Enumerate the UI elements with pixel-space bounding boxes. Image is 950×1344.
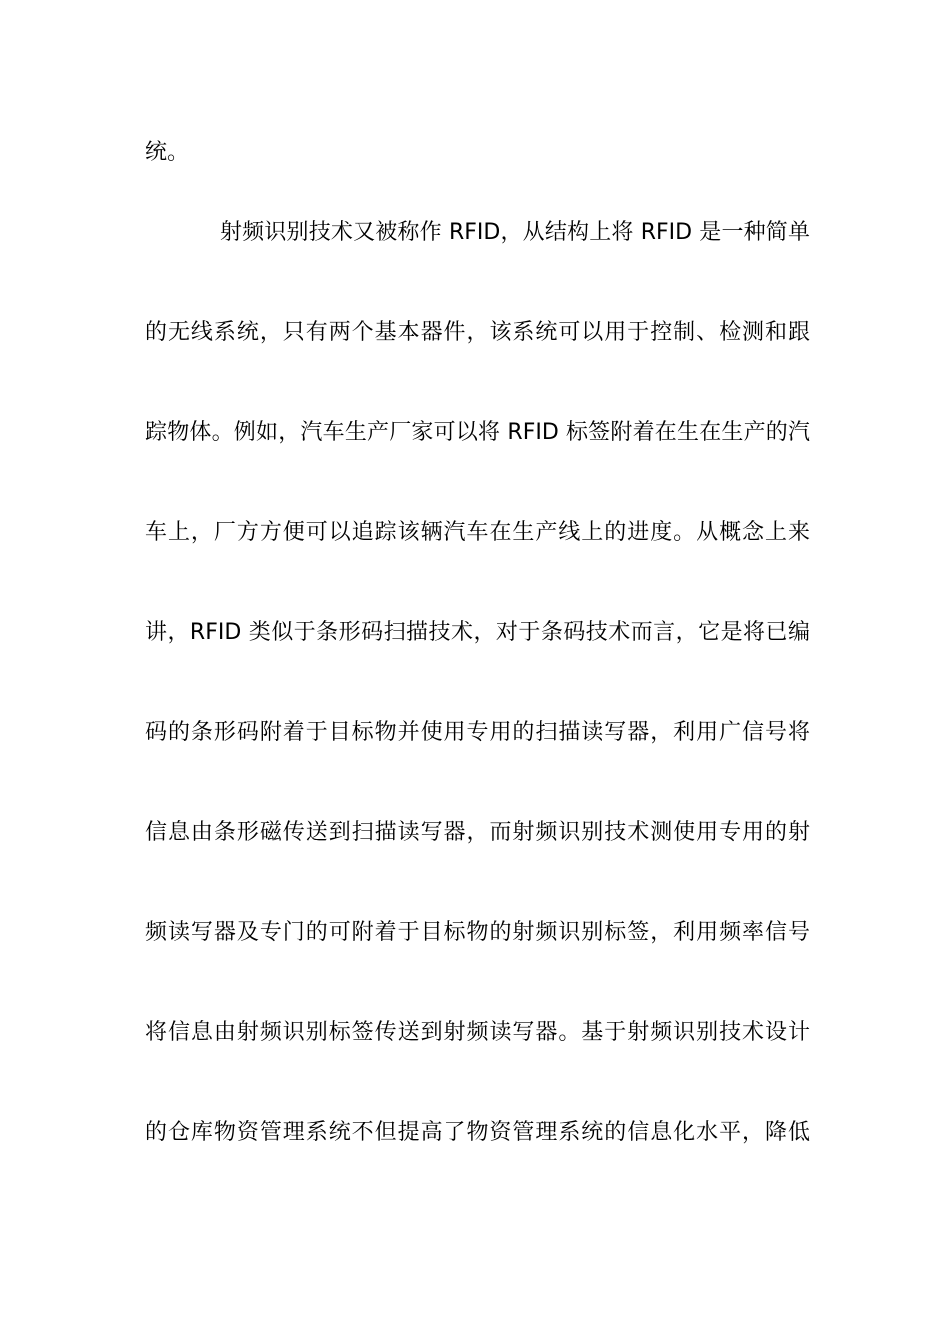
paragraph-line-10: 的仓库物资管理系统不但提高了物资管理系统的信息化水平，降低 — [145, 1120, 810, 1145]
paragraph-line-2: 的无线系统，只有两个基本器件，该系统可以用于控制、检测和跟 — [145, 320, 810, 345]
paragraph-fragment-line: 统。 — [145, 140, 190, 165]
paragraph-line-4: 车上，厂方方便可以追踪该辆汽车在生产线上的进度。从概念上来 — [145, 520, 810, 545]
paragraph-line-1: 射频识别技术又被称作 RFID，从结构上将 RFID 是一种简单 — [220, 220, 810, 245]
paragraph-line-7: 信息由条形磁传送到扫描读写器，而射频识别技术测使用专用的射 — [145, 820, 810, 845]
paragraph-line-3: 踪物体。例如，汽车生产厂家可以将 RFID 标签附着在生在生产的汽 — [145, 420, 810, 445]
paragraph-line-5: 讲，RFID 类似于条形码扫描技术，对于条码技术而言，它是将已编 — [145, 620, 810, 645]
paragraph-line-8: 频读写器及专门的可附着于目标物的射频识别标签，利用频率信号 — [145, 920, 810, 945]
paragraph-line-6: 码的条形码附着于目标物并使用专用的扫描读写器，利用广信号将 — [145, 720, 810, 745]
paragraph-line-9: 将信息由射频识别标签传送到射频读写器。基于射频识别技术设计 — [145, 1020, 810, 1045]
